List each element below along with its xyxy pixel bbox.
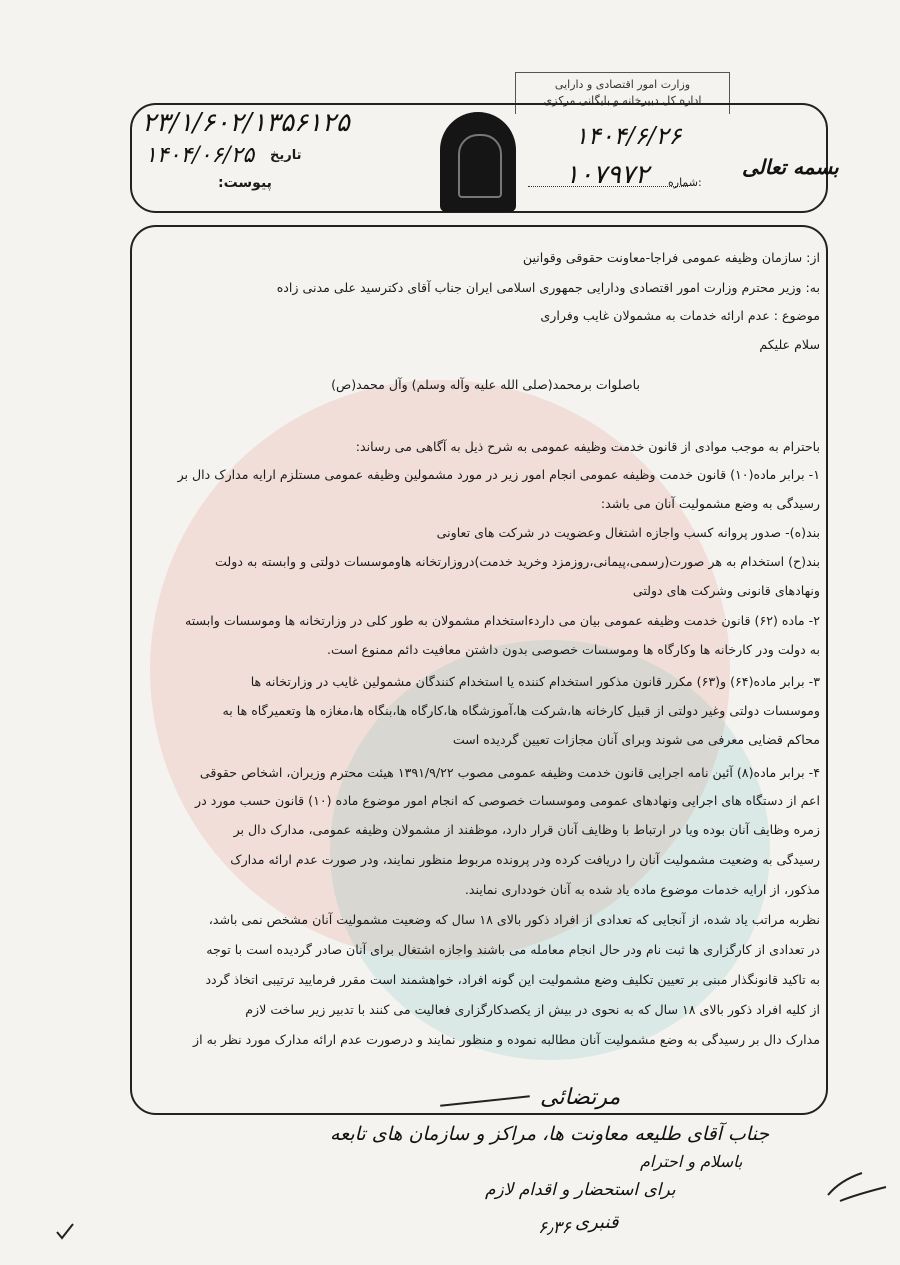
- referral-signer: قنبری: [575, 1212, 619, 1233]
- referral-line-2: باسلام و احترام: [640, 1152, 743, 1171]
- letter-line: باصلوات برمحمد(صلی الله علیه وآله وسلم) وآل محمد(ص): [331, 377, 640, 392]
- letter-line: به تاکید قانونگذار مبنی بر تعیین تکلیف وضع مشمولیت این گونه افراد، خواهشمند است مقرر فرمایید ترتیبی اتخاذ گردد: [205, 972, 820, 987]
- referral-line-3: برای استحضار و اقدام لازم: [485, 1180, 676, 1200]
- letter-line: ونهادهای قانونی وشرکت های دولتی: [632, 583, 820, 598]
- registry-number: ۱۰۷۹۷۲: [565, 160, 649, 190]
- page-number-mark-icon: [820, 1165, 890, 1205]
- letter-line: به: وزیر محترم وزارت امور اقتصادی ودارایی جمهوری اسلامی ایران جناب آقای دکترسید علی مدنی زاده: [276, 280, 820, 295]
- letter-line: باحترام به موجب موادی از قانون خدمت وظیفه عمومی به شرح ذیل به آگاهی می رساند:: [355, 439, 820, 454]
- letter-line: به دولت ودر کارخانه ها وکارگاه ها وموسسات خصوصی بدون داشتن معافیت دائم ممنوع است.: [327, 642, 820, 657]
- signature: مرتضائی: [540, 1085, 621, 1110]
- letter-line: اعم از دستگاه های اجرایی ونهادهای عمومی وموسسات خصوصی که انجام امور موضوع ماده (۱۰) قانون حسب مورد در: [195, 793, 820, 808]
- letter-line: رسیدگی به وضعیت مشمولیت آنان را دریافت کرده ودر پرونده مربوط منظور نمایند، ودر صورت عدم ارائه مدارک: [230, 852, 820, 867]
- check-mark-icon: [55, 1222, 75, 1240]
- letter-line: محاکم قضایی معرفی می شوند وبرای آنان مجازات تعیین گردیده است: [452, 732, 820, 747]
- letter-line: رسیدگی به وضع مشمولیت آنان می باشد:: [600, 496, 820, 511]
- letter-line: بند(ه)- صدور پروانه کسب واجازه اشتغال وعضویت در شرکت های تعاونی: [436, 525, 820, 540]
- referral-date: ۶٫۳۶: [538, 1218, 571, 1238]
- date-label: تاریخ: [270, 148, 302, 163]
- registry-date: ۱۴۰۴/۶/۲۶: [575, 122, 682, 150]
- letter-line: سلام علیکم: [759, 337, 820, 352]
- emblem-icon: [440, 112, 516, 212]
- handwritten-date: ۱۴۰۴/۰۶/۲۵: [145, 143, 255, 168]
- besmeh-heading: بسمه تعالی: [742, 155, 839, 179]
- letter-line: نظربه مراتب یاد شده، از آنجایی که تعدادی از افراد ذکور بالای ۱۸ سال که وضعیت مشمولیت آنان مشخص نمی باشد،: [208, 912, 820, 927]
- letter-line: در تعدادی از کارگزاری ها ثبت نام ودر حال انجام معامله می باشند واجازه اشتغال برای آنان صادر گردیده است با توجه: [206, 942, 820, 957]
- ref-number: ۲۳/۱/۶۰۲/۱۳۵۶۱۲۵: [142, 108, 350, 138]
- letter-line: وموسسات دولتی وغیر دولتی از قبیل کارخانه ها،شرکت ها،آموزشگاه ها،کارگاه ها،بنگاه ها،مغازه ها وتعمیرگاه ها به: [222, 703, 820, 718]
- letter-line: ۱- برابر ماده(۱۰) قانون خدمت وظیفه عمومی انجام امور زیر در مورد مشمولین وظیفه عمومی مستلزم ارایه مدارک دال بر: [177, 467, 820, 482]
- stamp-line-1: وزارت امور اقتصادی و دارایی: [554, 78, 691, 91]
- letter-line: ۴- برابر ماده(۸) آئین نامه اجرایی قانون خدمت وظیفه عمومی مصوب ۱۳۹۱/۹/۲۲ هیئت محترم وزیران، اشخاص حقوقی: [199, 765, 820, 780]
- letter-line: بند(ح) استخدام به هر صورت(رسمی،پیمانی،روزمزد وخرید خدمت)دروزارتخانه هاوموسسات دولتی و وابسته به دولت: [215, 554, 820, 569]
- letter-line: مذکور، از ارایه خدمات موضوع ماده یاد شده به آنان خودداری نمایند.: [464, 882, 820, 897]
- number-label: شماره:: [668, 176, 702, 189]
- letter-line: از: سازمان وظیفه عمومی فراجا-معاونت حقوقی وقوانین: [522, 250, 820, 265]
- letter-line: ۳- برابر ماده(۶۴) و(۶۳) مکرر قانون مذکور استخدام کننده یا استخدام کنندگان مشمولین غایب در وزارتخانه ها: [250, 674, 820, 689]
- referral-line-1: جناب آقای طلیعه معاونت ها، مراکز و سازمان های تابعه: [330, 1123, 770, 1145]
- stamp-line-2: اداره کل دبیرخانه و بایگانی مرکزی: [543, 94, 702, 107]
- letter-line: از کلیه افراد ذکور بالای ۱۸ سال که به نحوی در بیش از یکصدکارگزاری فعالیت می کنند با تدبیر زیر ساخت لازم: [245, 1002, 820, 1017]
- letter-line: مدارک دال بر رسیدگی به وضع مشمولیت آنان مطالبه نموده و منظور نمایند و درصورت عدم ارائه مدارک مورد نظر به از: [193, 1032, 820, 1047]
- letter-line: موضوع : عدم ارائه خدمات به مشمولان غایب وفراری: [540, 308, 820, 323]
- number-dotted-line: [528, 186, 688, 187]
- letter-line: زمره وظایف آنان بوده ویا در ارتباط با وظایف آنان قرار دارد، موظفند از مشمولان وظیفه عمومی، مدارک دال بر: [233, 822, 820, 837]
- letter-line: ۲- ماده (۶۲) قانون خدمت وظیفه عمومی بیان می داردءاستخدام مشمولان به طور کلی در وزارتخانه ها وموسسات وابسته: [184, 613, 820, 628]
- attachment-label: پیوست:: [218, 175, 272, 191]
